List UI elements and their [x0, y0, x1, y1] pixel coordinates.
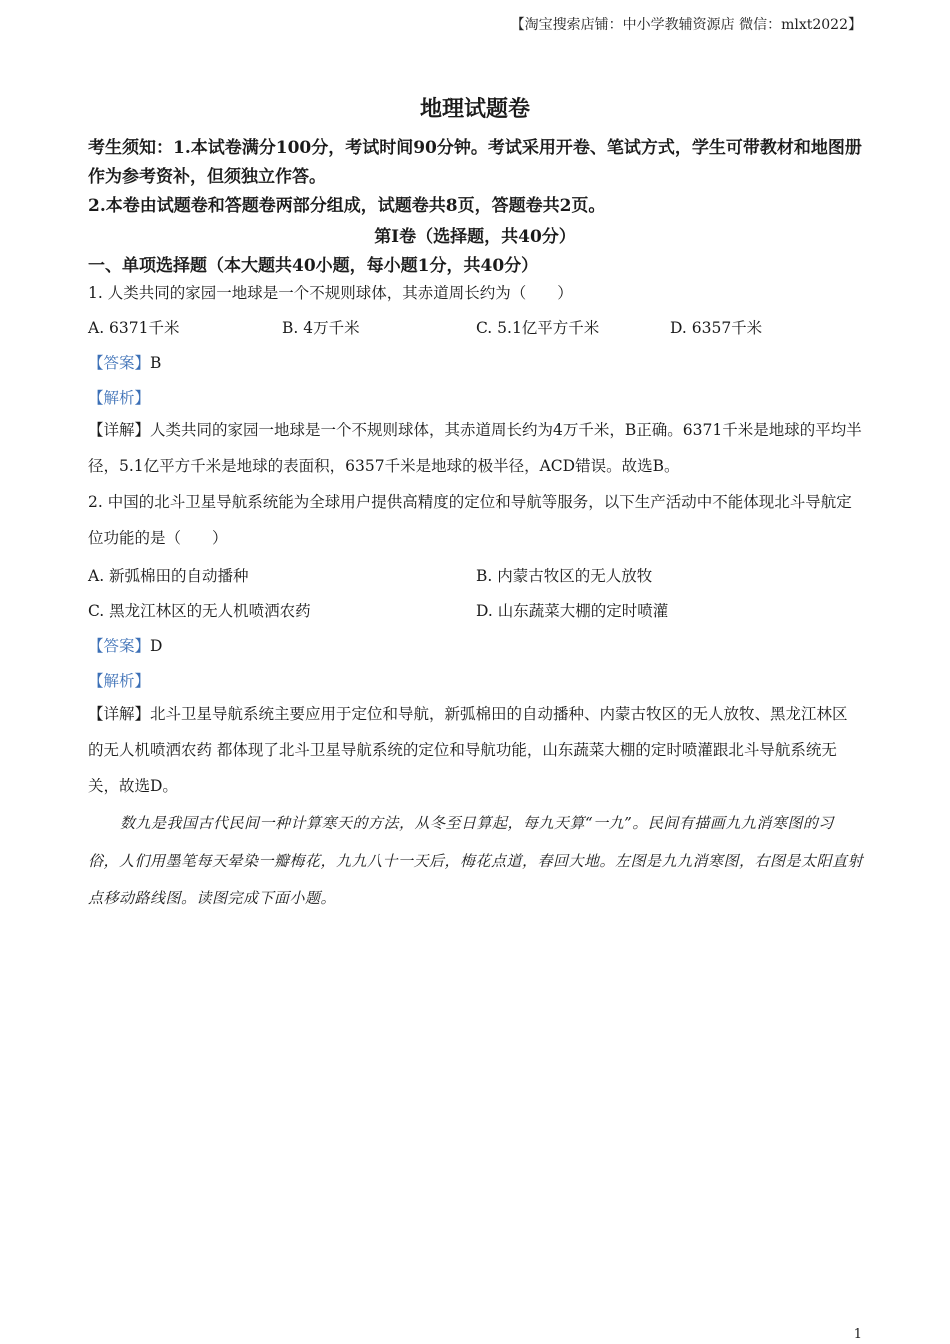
- question-2-analysis-tag: 【解析】: [88, 672, 151, 690]
- page-title: 地理试题卷: [419, 96, 530, 122]
- question-2-stem: 2. 中国的北斗卫星导航系统能为全球用户提供高精度的定位和导航等服务，以下生产活动中不能体现北斗导航定位功能的是（ ）: [88, 493, 852, 547]
- page-number: 1: [853, 1327, 862, 1342]
- question-1-option-d: D. 6357千米: [670, 319, 763, 337]
- question-1-option-c: C. 5.1亿平方千米: [476, 319, 600, 337]
- question-1-option-a: A. 6371千米: [88, 319, 180, 337]
- detail-text: 北斗卫星导航系统主要应用于定位和导航，新弧棉田的自动播种、内蒙古牧区的无人放牧、黑龙江林区的无人机喷洒农药 都体现了北斗卫星导航系统的定位和导航功能，山东蔬菜大棚的定时喷灌跟北斗导航系统无关，故选D。: [88, 705, 848, 795]
- exam-notice: [88, 134, 863, 221]
- section-title: 一、单项选择题（本大题共40小题，每小题1分，共40分）: [88, 256, 539, 276]
- notice-line-2: 2.本卷由试题卷和答题卷两部分组成，试题卷共8页，答题卷共2页。: [88, 196, 606, 216]
- question-2-answer: [88, 634, 863, 656]
- detail-text: 人类共同的家园一地球是一个不规则球体，其赤道周长约为4万千米，B正确。6371千米是地球的平均半径，5.1亿平方千米是地球的表面积，6357千米是地球的极半径，ACD错误。故选B。: [88, 421, 862, 475]
- part-title: 第Ⅰ卷（选择题，共40分）: [374, 227, 576, 247]
- question-1-option-b: B. 4万千米: [282, 319, 360, 337]
- question-2-option-c: C. 黑龙江林区的无人机喷洒农药: [88, 602, 311, 620]
- answer-tag: 【答案】: [88, 637, 151, 655]
- question-2-option-a: A. 新弧棉田的自动播种: [88, 567, 249, 585]
- notice-line-1: 考生须知：1.本试卷满分100分，考试时间90分钟。考试采用开卷、笔试方式，学生可带教材和地图册作为参考资补，但须独立作答。: [88, 138, 862, 187]
- detail-tag: 【详解】: [88, 421, 151, 439]
- question-2-option-b: B. 内蒙古牧区的无人放牧: [476, 567, 653, 585]
- question-1-detail: [88, 412, 863, 484]
- header-note: 【淘宝搜索店铺：中小学教辅资源店 微信：mlxt2022】: [510, 17, 862, 33]
- answer-tag: 【答案】: [88, 354, 151, 372]
- question-1-analysis-tag: 【解析】: [88, 389, 151, 407]
- question-1-stem: 1. 人类共同的家园一地球是一个不规则球体，其赤道周长约为（ ）: [88, 284, 573, 302]
- question-2-option-d: D. 山东蔬菜大棚的定时喷灌: [476, 602, 669, 620]
- material-paragraph: 数九是我国古代民间一种计算寒天的方法，从冬至日算起，每九天算“一九”。民间有描画九九消寒图的习俗，人们用墨笔每天晕染一瓣梅花，九九八十一天后，梅花点道，春回大地。左图是九九消寒图，右图是太阳直射点移动路线图。读图完成下面小题。: [88, 814, 864, 907]
- answer-value: D: [150, 637, 163, 655]
- question-1-answer: [88, 351, 863, 373]
- detail-tag: 【详解】: [88, 705, 151, 723]
- answer-value: B: [150, 354, 162, 372]
- question-2-detail: [88, 696, 863, 804]
